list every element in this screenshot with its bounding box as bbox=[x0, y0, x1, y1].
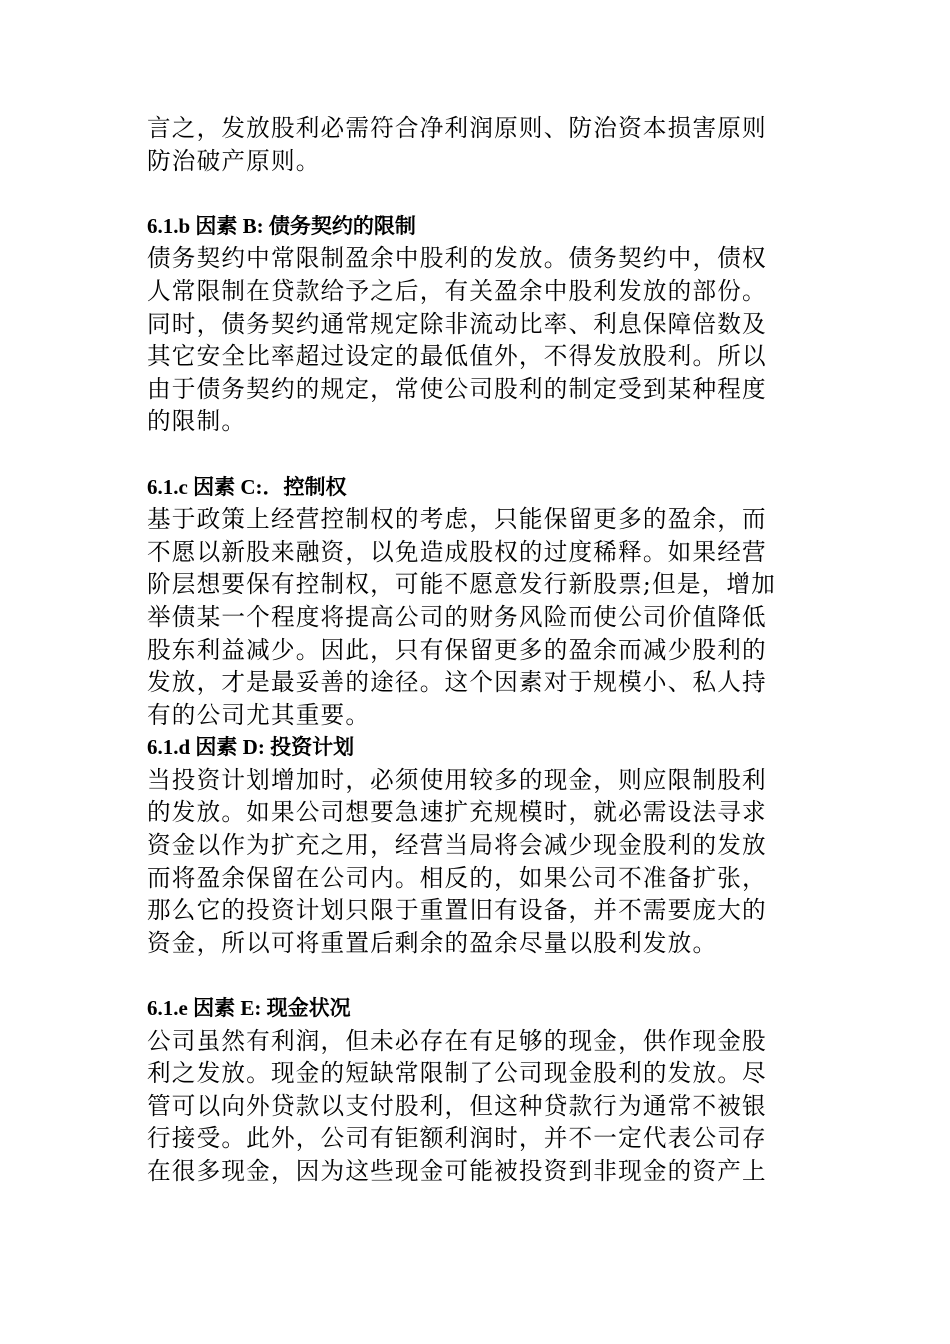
text-line: 当投资计划增加时，必须使用较多的现金，则应限制股利 bbox=[147, 765, 767, 794]
text-line: 的限制。 bbox=[147, 407, 247, 436]
text-line: 公司虽然有利润，但未必存在有足够的现金，供作现金股 bbox=[147, 1026, 767, 1055]
text-line: 有的公司尤其重要。 bbox=[147, 700, 371, 729]
paragraph-gap bbox=[147, 177, 809, 210]
text-line: 资金，所以可将重置后剩余的盈余尽量以股利发放。 bbox=[147, 928, 718, 957]
section-heading-c: 6.1.c 因素 C:．控制权 bbox=[147, 474, 347, 499]
text-line: 的发放。如果公司想要急速扩充规模时，就必需设法寻求 bbox=[147, 798, 767, 827]
section-heading-e: 6.1.e 因素 E: 现金状况 bbox=[147, 996, 351, 1021]
text-line: 那么它的投资计划只限于重置旧有设备，并不需要庞大的 bbox=[147, 896, 767, 925]
text-line: 不愿以新股来融资，以免造成股权的过度稀释。如果经营 bbox=[147, 537, 767, 566]
text-line: 举债某一个程度将提高公司的财务风险而使公司价值降低 bbox=[147, 602, 767, 631]
text-line: 言之，发放股利必需符合净利润原则、防治资本损害原则 bbox=[147, 114, 767, 142]
section-paragraph-c bbox=[147, 503, 809, 731]
text-line: 阶层想要保有控制权，可能不愿意发行新股票;但是，增加 bbox=[147, 570, 776, 599]
intro-paragraph bbox=[147, 112, 809, 177]
text-line: 在很多现金，因为这些现金可能被投资到非现金的资产上 bbox=[147, 1157, 767, 1185]
section-paragraph-d bbox=[147, 764, 809, 960]
section-heading-b: 6.1.b 因素 B: 债务契约的限制 bbox=[147, 213, 416, 238]
section-heading-d: 6.1.d 因素 D: 投资计划 bbox=[147, 735, 355, 760]
text-line: 债务契约中常限制盈余中股利的发放。债务契约中，债权 bbox=[147, 244, 767, 273]
paragraph-gap bbox=[147, 959, 809, 992]
section-paragraph-e bbox=[147, 1025, 809, 1188]
text-line: 而将盈余保留在公司内。相反的，如果公司不准备扩张， bbox=[147, 863, 767, 892]
section-paragraph-b bbox=[147, 242, 809, 438]
text-line: 股东利益减少。因此，只有保留更多的盈余而减少股利的 bbox=[147, 635, 767, 664]
document-page bbox=[147, 112, 809, 1188]
text-line: 由于债务契约的规定，常使公司股利的制定受到某种程度 bbox=[147, 374, 767, 403]
text-line: 发放，才是最妥善的途径。这个因素对于规模小、私人持 bbox=[147, 668, 767, 697]
paragraph-gap bbox=[147, 438, 809, 471]
text-line: 管可以向外贷款以支付股利，但这种贷款行为通常不被银 bbox=[147, 1091, 767, 1120]
text-line: 行接受。此外，公司有钜额利润时，并不一定代表公司存 bbox=[147, 1124, 767, 1153]
text-line: 防治破产原则。 bbox=[147, 146, 321, 175]
text-line: 同时，债务契约通常规定除非流动比率、利息保障倍数及 bbox=[147, 309, 767, 338]
text-line: 资金以作为扩充之用，经营当局将会减少现金股利的发放 bbox=[147, 831, 767, 860]
text-line: 利之发放。现金的短缺常限制了公司现金股利的发放。尽 bbox=[147, 1059, 767, 1088]
text-line: 其它安全比率超过设定的最低值外，不得发放股利。所以 bbox=[147, 342, 767, 371]
text-line: 基于政策上经营控制权的考虑，只能保留更多的盈余，而 bbox=[147, 505, 767, 534]
text-line: 人常限制在贷款给予之后，有关盈余中股利发放的部份。 bbox=[147, 276, 767, 305]
